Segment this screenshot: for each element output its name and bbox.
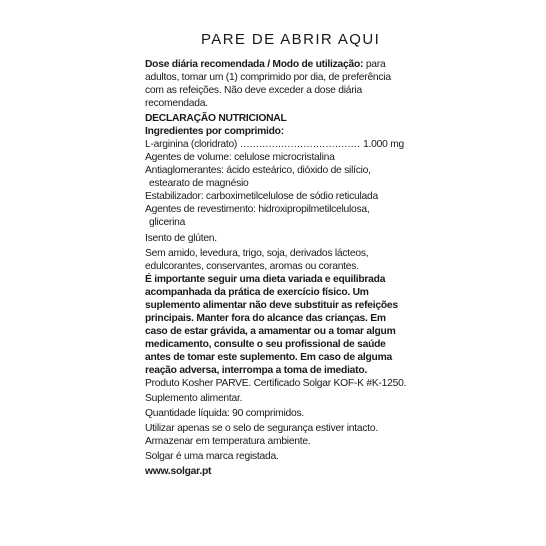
health-warning: É importante seguir uma dieta variada e equilibrada acompanhada da prática de exercício físico. Um suplemento alimentar não deve substituir as refeições principais. Manter fora do alcance das crianças. Em caso de estar grávida, a amamentar ou a tomar algum medicamento, consulte o seu profissional de saúde antes de tomar este suplemento. Em caso de alguma reação adversa, interrompa a toma de imediato. — [145, 274, 398, 376]
tear-here-header: PARE DE ABRIR AQUI — [201, 31, 381, 48]
dosage-paragraph — [145, 58, 410, 110]
supplement-note: Suplemento alimentar. — [145, 393, 243, 404]
gluten-free-note: Isento de glúten. — [145, 233, 217, 244]
dosage-label: Dose diária recomendada / Modo de utilização: — [145, 59, 364, 70]
stabilizer: Estabilizador: carboximetilcelulose de sódio reticulada — [145, 191, 378, 202]
storage-note: Armazenar em temperatura ambiente. — [145, 436, 311, 447]
ingredient-row — [145, 138, 410, 151]
ingredient-amount: 1.000 mg — [363, 139, 404, 150]
anticaking-agents-line-2: estearato de magnésio — [149, 178, 249, 189]
ingredient-name: L-arginina (cloridrato) — [145, 139, 238, 150]
label-content — [145, 58, 410, 478]
net-quantity: Quantidade líquida: 90 comprimidos. — [145, 408, 304, 419]
coating-agents-line-2: glicerina — [149, 217, 186, 228]
dot-leader — [240, 138, 360, 151]
bulking-agents: Agentes de volume: celulose microcristalina — [145, 152, 335, 163]
anticaking-agents-line-1: Antiaglomerantes: ácido esteárico, dióxido de silício, — [145, 165, 371, 176]
website-link: www.solgar.pt — [145, 466, 212, 477]
trademark-note: Solgar é uma marca registada. — [145, 451, 279, 462]
nutrition-title: DECLARAÇÃO NUTRICIONAL — [145, 113, 287, 124]
safety-seal-note: Utilizar apenas se o selo de segurança estiver intacto. — [145, 423, 378, 434]
dosage-text: para adultos, tomar um (1) comprimido por dia, de preferência com as refeições. Não deve exceder a dose diária recomendada. — [145, 59, 391, 109]
kosher-certification: Produto Kosher PARVE. Certificado Solgar KOF-K #K-1250. — [145, 378, 407, 389]
product-label-panel — [145, 0, 410, 546]
nutrition-subtitle: Ingredientes por comprimido: — [145, 126, 284, 137]
allergen-free-note: Sem amido, levedura, trigo, soja, derivados lácteos, edulcorantes, conservantes, aromas ou corantes. — [145, 248, 369, 272]
coating-agents-line-1: Agentes de revestimento: hidroxipropilmetilcelulosa, — [145, 204, 370, 215]
